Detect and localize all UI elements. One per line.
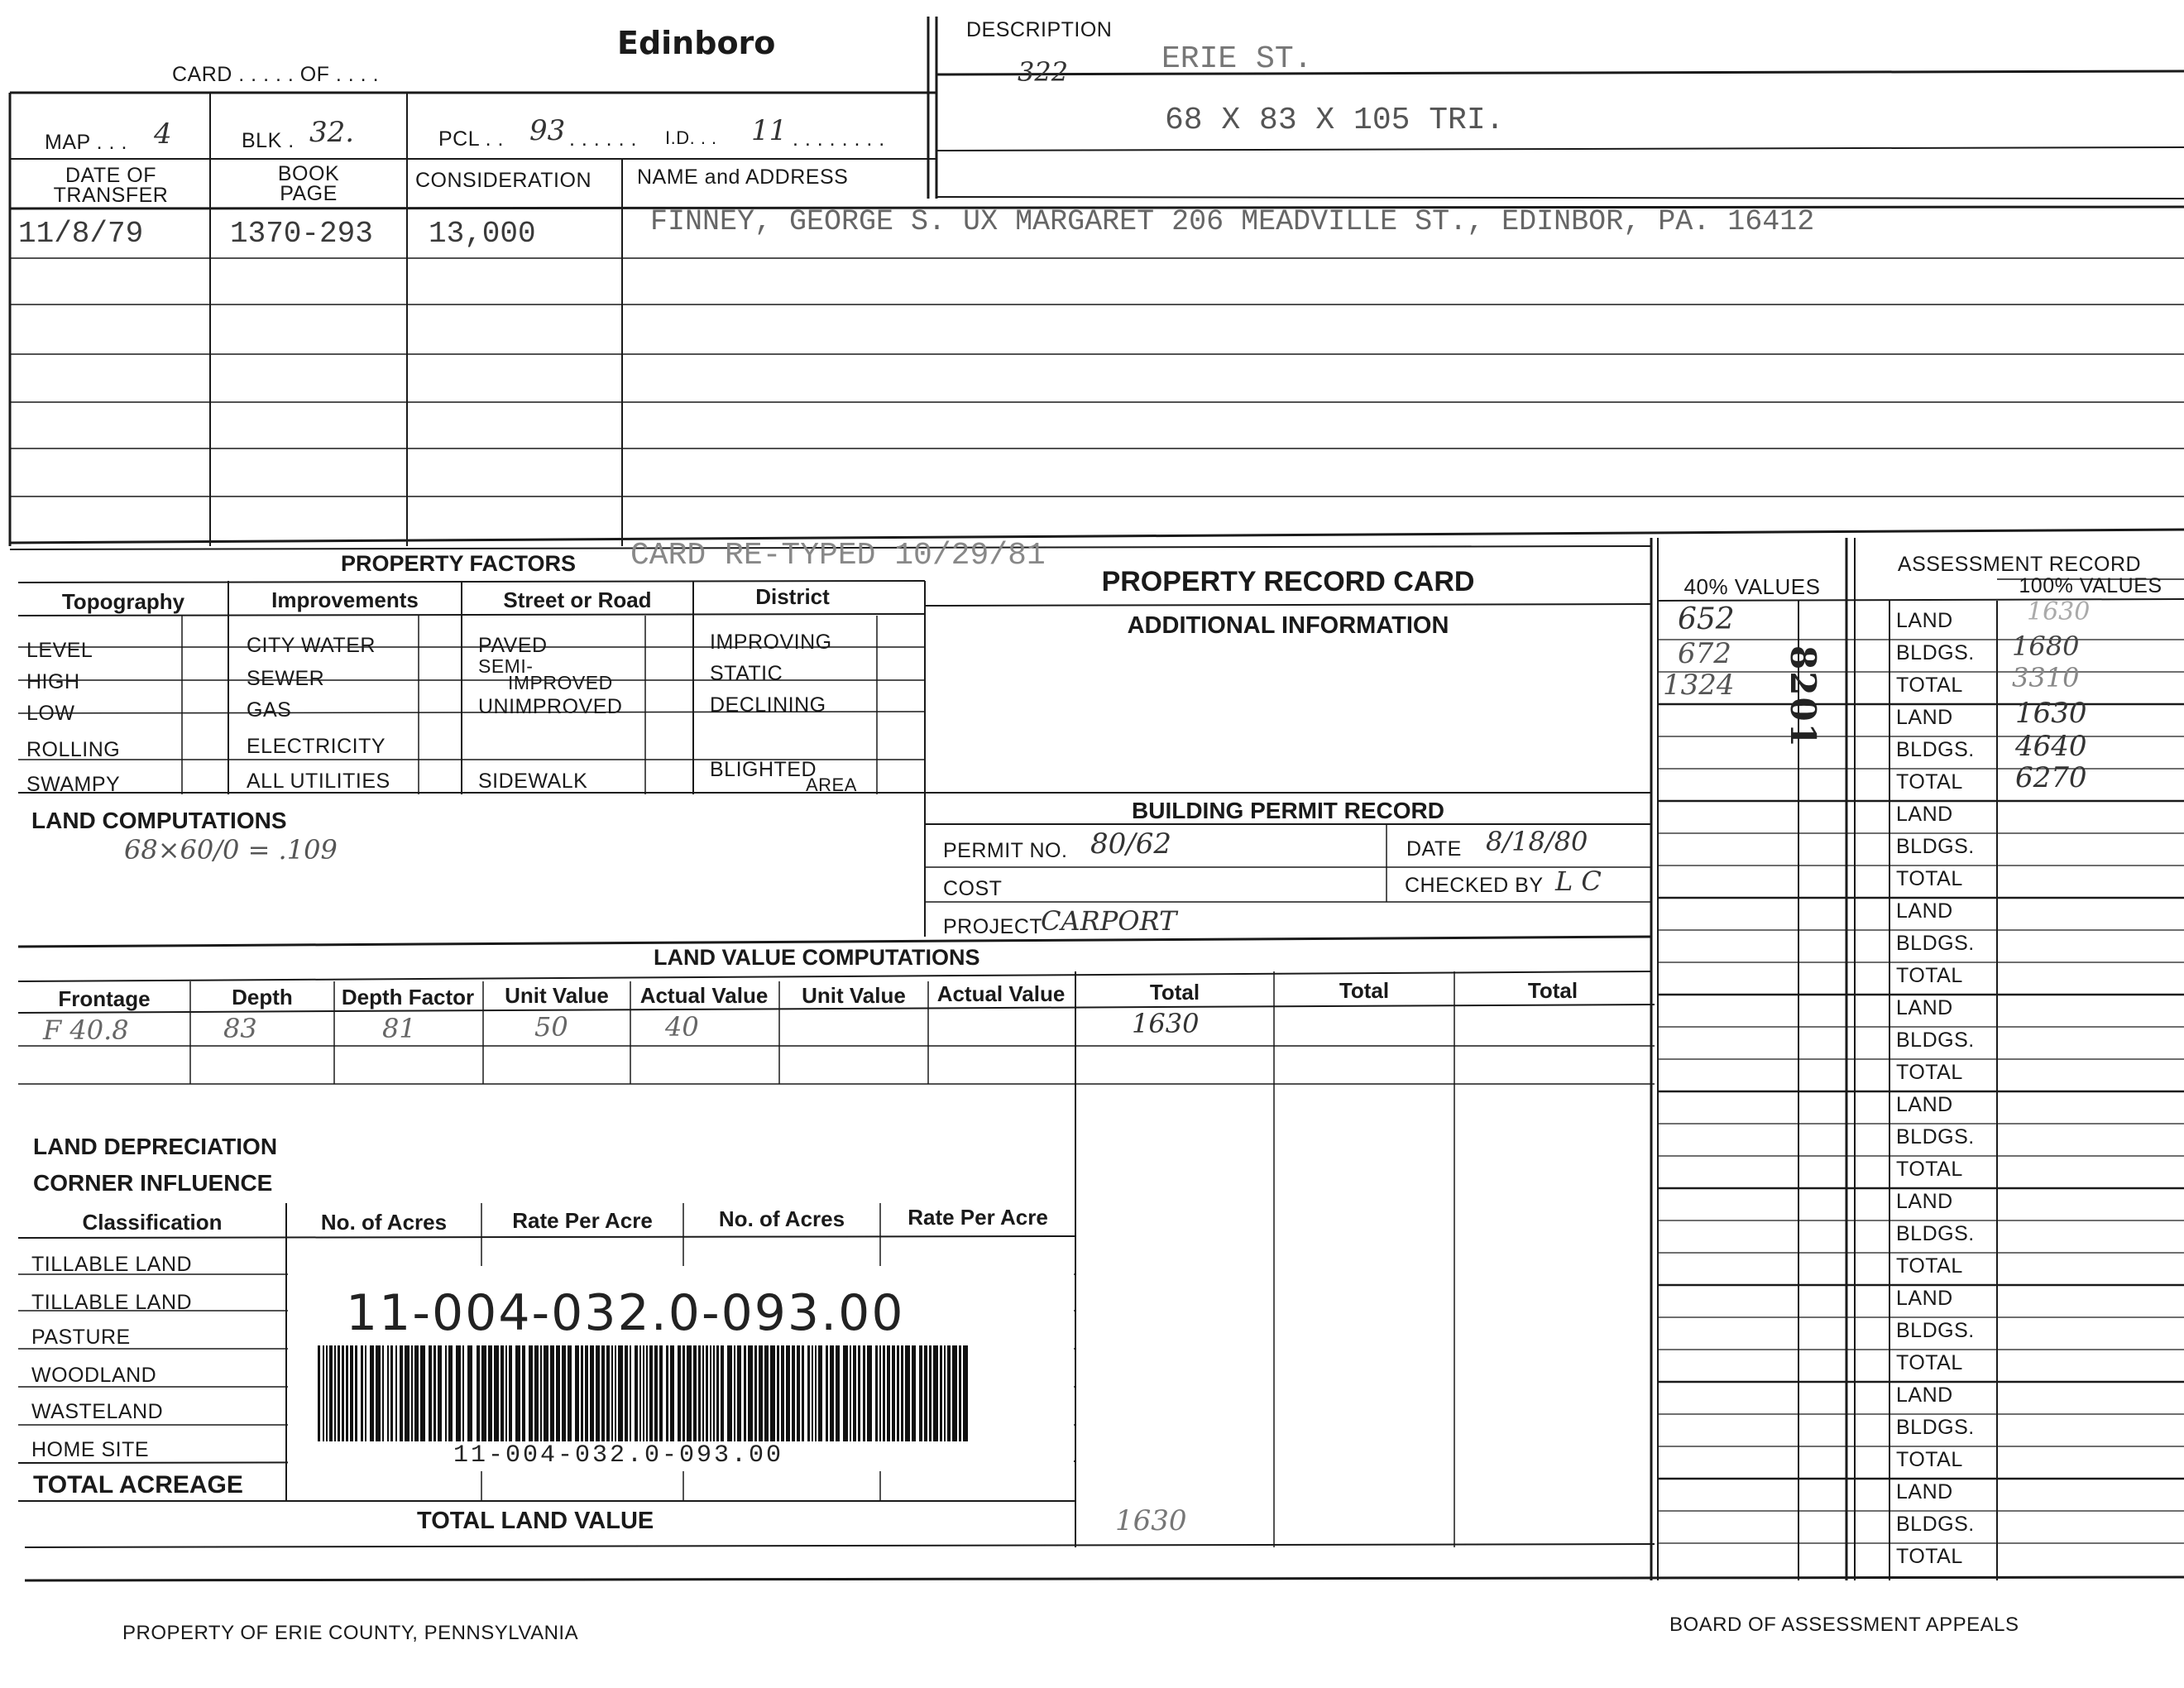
- col-name-address: NAME and ADDRESS: [637, 165, 849, 189]
- assess-bldgs-1: 1680: [2012, 631, 2080, 662]
- assessment-row-label: BLDGS.: [1896, 932, 1975, 955]
- project-value: CARPORT: [1041, 905, 1177, 937]
- additional-information: ADDITIONAL INFORMATION: [1127, 612, 1449, 639]
- lv-header-unit-value-2: Unit Value: [802, 983, 906, 1008]
- acreage-pasture: PASTURE: [31, 1326, 131, 1349]
- col-date-of-transfer: DATE OF TRANSFER: [53, 164, 169, 207]
- district-static: STATIC: [710, 662, 783, 685]
- acreage-header-acres-1: No. of Acres: [320, 1210, 448, 1235]
- permit-date-label: DATE: [1406, 837, 1462, 861]
- topo-high: HIGH: [26, 670, 80, 693]
- assessment-row-label: BLDGS.: [1896, 1125, 1975, 1149]
- lv-frontage: F 40.8: [43, 1014, 129, 1046]
- corner-influence-label: CORNER INFLUENCE: [33, 1170, 273, 1196]
- checked-by-label: CHECKED BY: [1405, 874, 1544, 897]
- permit-date-value: 8/18/80: [1486, 826, 1588, 857]
- imp-electricity: ELECTRICITY: [247, 735, 386, 758]
- permit-no-value: 80/62: [1090, 827, 1171, 861]
- values40-1: 652: [1678, 602, 1735, 636]
- assessment-row-label: LAND: [1896, 1287, 1953, 1310]
- district-improving: IMPROVING: [710, 631, 832, 654]
- values40-stamp: 8201: [1783, 645, 1823, 749]
- assessment-row-label: BLDGS.: [1896, 738, 1975, 761]
- assessment-row-label: TOTAL: [1896, 1061, 1963, 1084]
- assess-land-2: 1630: [2015, 697, 2087, 730]
- imp-all-utilities: ALL UTILITIES: [247, 770, 390, 793]
- pcl-dots: . . . . . .: [569, 127, 637, 151]
- assessment-row-label: TOTAL: [1896, 674, 1963, 697]
- col-book-page: BOOK PAGE: [277, 162, 340, 205]
- description-label: DESCRIPTION: [966, 18, 1113, 41]
- assess-total-2: 6270: [2015, 761, 2087, 794]
- topo-rolling: ROLLING: [26, 738, 121, 761]
- assessment-row-label: LAND: [1896, 1190, 1953, 1213]
- assess-land-1: 1630: [2027, 597, 2091, 626]
- land-computations-label: LAND COMPUTATIONS: [31, 808, 287, 833]
- barcode-printed-number: 11-004-032.0-093.00: [453, 1441, 784, 1470]
- assessment-row-label: LAND: [1896, 803, 1953, 826]
- col-consideration: CONSIDERATION: [415, 169, 592, 192]
- pcl-value: 93: [529, 114, 566, 147]
- assessment-row-label: TOTAL: [1896, 1545, 1963, 1568]
- transfer-consideration: 13,000: [429, 217, 536, 251]
- acreage-header-classification: Classification: [82, 1210, 223, 1235]
- lv-depth: 83: [223, 1013, 257, 1044]
- acreage-woodland: WOODLAND: [31, 1364, 157, 1387]
- assessment-row-label: LAND: [1896, 1383, 1953, 1407]
- values40-2: 672: [1678, 637, 1731, 670]
- header-district: District: [755, 584, 830, 609]
- footer-left: PROPERTY OF ERIE COUNTY, PENNSYLVANIA: [122, 1622, 579, 1644]
- assessment-row-label: TOTAL: [1896, 1351, 1963, 1374]
- barcode-handwritten-number: 11-004-032.0-093.00: [346, 1284, 905, 1342]
- total-land-value-label: TOTAL LAND VALUE: [417, 1508, 654, 1534]
- acreage-tillable-2: TILLABLE LAND: [31, 1291, 193, 1314]
- street-improved: IMPROVED: [508, 672, 613, 693]
- acreage-wasteland: WASTELAND: [31, 1400, 164, 1423]
- lv-depth-factor: 81: [382, 1013, 416, 1044]
- checked-by-value: L C: [1555, 866, 1602, 897]
- card-label: CARD . . . . . OF . . . .: [172, 63, 380, 86]
- id-value: 11: [751, 114, 788, 147]
- lv-unit-value: 50: [534, 1011, 568, 1043]
- transfer-name-address: FINNEY, GEORGE S. UX MARGARET 206 MEADVILLE ST., EDINBOR, PA. 16412: [650, 205, 1815, 238]
- assessment-row-label: LAND: [1896, 996, 1953, 1019]
- lv-header-actual-value-2: Actual Value: [936, 981, 1066, 1006]
- street-semi: SEMI-: [478, 655, 534, 677]
- assessment-row-label: LAND: [1896, 1480, 1953, 1503]
- assessment-row-label: BLDGS.: [1896, 641, 1975, 664]
- district-declining: DECLINING: [710, 693, 826, 717]
- assessment-row-label: TOTAL: [1896, 867, 1963, 890]
- topo-swampy: SWAMPY: [26, 773, 121, 796]
- land-value-title: LAND VALUE COMPUTATIONS: [654, 945, 980, 970]
- total-acreage-label: TOTAL ACREAGE: [33, 1471, 243, 1499]
- barcode-icon: [311, 1345, 973, 1445]
- street-paved: PAVED: [478, 634, 548, 657]
- district-blighted: BLIGHTED: [710, 758, 817, 781]
- land-computations-value: 68×60/0 = .109: [124, 834, 338, 866]
- total-land-value: 1630: [1115, 1504, 1187, 1537]
- assessment-row-label: TOTAL: [1896, 964, 1963, 987]
- description-street: ERIE ST.: [1161, 41, 1313, 77]
- assessment-row-label: BLDGS.: [1896, 1513, 1975, 1536]
- lv-actual-value: 40: [665, 1011, 699, 1043]
- values40-title: 40% VALUES: [1684, 574, 1821, 599]
- pcl-label: PCL . .: [438, 127, 504, 151]
- topo-level: LEVEL: [26, 639, 93, 662]
- town-name: Edinboro: [617, 25, 776, 61]
- lv-header-depth-factor: Depth Factor: [341, 985, 475, 1009]
- assessment-row-label: BLDGS.: [1896, 835, 1975, 858]
- assessment-subtitle: 100% VALUES: [2019, 574, 2162, 597]
- assessment-row-label: TOTAL: [1896, 770, 1963, 794]
- assessment-row-label: BLDGS.: [1896, 1416, 1975, 1439]
- header-improvements: Improvements: [271, 587, 419, 612]
- description-number: 322: [1018, 56, 1069, 88]
- assessment-row-label: LAND: [1896, 1093, 1953, 1116]
- assessment-row-label: TOTAL: [1896, 1158, 1963, 1181]
- imp-sewer: SEWER: [247, 667, 325, 690]
- permit-no-label: PERMIT NO.: [943, 839, 1068, 862]
- transfer-date: 11/8/79: [18, 217, 144, 251]
- lv-header-unit-value: Unit Value: [505, 983, 609, 1008]
- record-card-title: PROPERTY RECORD CARD: [1101, 566, 1475, 597]
- acreage-header-acres-2: No. of Acres: [718, 1206, 845, 1231]
- assessment-row-label: LAND: [1896, 899, 1953, 923]
- project-label: PROJECT: [943, 915, 1043, 938]
- lv-header-actual-value: Actual Value: [639, 983, 769, 1008]
- land-depreciation-label: LAND DEPRECIATION: [33, 1134, 278, 1159]
- lv-header-total-1: Total: [1149, 980, 1200, 1005]
- lv-header-depth: Depth: [232, 985, 293, 1009]
- street-unimproved: UNIMPROVED: [478, 695, 623, 718]
- topo-low: LOW: [26, 702, 75, 725]
- blk-value: 32.: [309, 116, 355, 149]
- lv-header-frontage: Frontage: [58, 986, 151, 1011]
- assessment-row-label: TOTAL: [1896, 1254, 1963, 1278]
- district-area: AREA: [806, 774, 857, 795]
- blk-label: BLK .: [242, 129, 295, 152]
- property-factors-title: PROPERTY FACTORS: [341, 551, 577, 576]
- header-street-road: Street or Road: [503, 587, 652, 612]
- assess-bldgs-2: 4640: [2015, 730, 2087, 763]
- acreage-tillable-1: TILLABLE LAND: [31, 1253, 193, 1276]
- id-label: I.D. . .: [665, 127, 717, 148]
- acreage-header-rate-2: Rate Per Acre: [908, 1205, 1048, 1230]
- footer-right: BOARD OF ASSESSMENT APPEALS: [1669, 1614, 2019, 1636]
- acreage-header-rate-1: Rate Per Acre: [512, 1208, 653, 1233]
- assessment-title: ASSESSMENT RECORD: [1897, 553, 2142, 576]
- assessment-row-label: BLDGS.: [1896, 1319, 1975, 1342]
- id-dots: . . . . . . . .: [793, 127, 885, 151]
- map-value: 4: [154, 117, 172, 151]
- assessment-row-label: BLDGS.: [1896, 1222, 1975, 1245]
- map-label: MAP . . .: [45, 131, 127, 154]
- assess-total-1: 3310: [2012, 662, 2080, 693]
- imp-city-water: CITY WATER: [247, 634, 376, 657]
- imp-gas: GAS: [247, 698, 292, 722]
- values40-3: 1324: [1663, 669, 1735, 702]
- assessment-row-label: LAND: [1896, 706, 1953, 729]
- header-topography: Topography: [61, 589, 185, 614]
- lv-header-total-2: Total: [1339, 978, 1390, 1003]
- assessment-row-label: LAND: [1896, 609, 1953, 632]
- cost-label: COST: [943, 877, 1003, 900]
- barcode-label: [288, 1266, 1074, 1471]
- assessment-row-label: TOTAL: [1896, 1448, 1963, 1471]
- lv-header-total-3: Total: [1527, 978, 1578, 1003]
- description-dimensions: 68 X 83 X 105 TRI.: [1165, 103, 1505, 138]
- building-permit-title: BUILDING PERMIT RECORD: [1132, 798, 1444, 823]
- retyped-note: CARD RE-TYPED 10/29/81: [630, 538, 1046, 573]
- assessment-row-label: BLDGS.: [1896, 1029, 1975, 1052]
- transfer-book-page: 1370-293: [230, 217, 373, 251]
- acreage-home-site: HOME SITE: [31, 1438, 150, 1461]
- lv-total: 1630: [1132, 1008, 1200, 1039]
- street-sidewalk: SIDEWALK: [478, 770, 588, 793]
